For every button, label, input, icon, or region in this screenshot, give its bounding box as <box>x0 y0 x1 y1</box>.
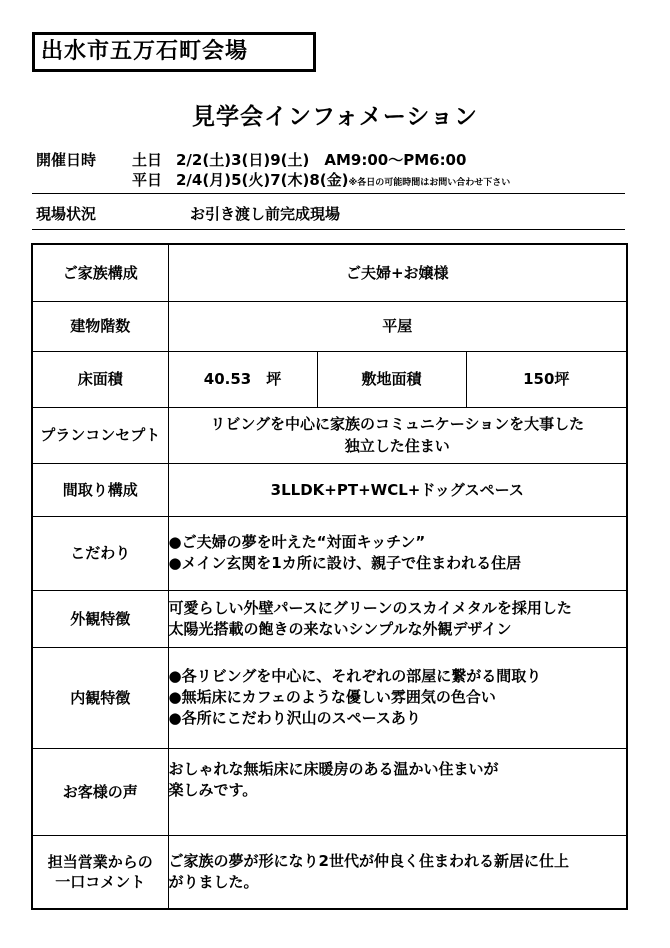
customer-voice-label: お客様の声 <box>32 748 168 835</box>
interior-line: ●無垢床にカフェのような優しい雰囲気の色合い <box>168 688 496 706</box>
staff-comment-label-line: 担当営業からの <box>47 852 153 871</box>
floors-label: 建物階数 <box>32 301 168 351</box>
table-row <box>32 463 627 516</box>
table-row <box>32 301 627 351</box>
exterior-line: 太陽光搭載の飽きの来ないシンプルな外観デザイン <box>168 619 512 638</box>
table-row <box>32 590 627 647</box>
info-table <box>31 243 628 910</box>
family-value: ご夫婦+お嬢様 <box>168 244 627 301</box>
status-label: 現場状況 <box>36 205 97 223</box>
family-label: ご家族構成 <box>32 244 168 301</box>
site-area-label: 敷地面積 <box>317 351 466 407</box>
customer-voice-line: 楽しみです。 <box>168 780 258 799</box>
concept-label: プランコンセプト <box>32 407 168 463</box>
table-row <box>32 748 627 835</box>
schedule-weekend-row <box>132 149 466 170</box>
floor-area-value: 40.53 坪 <box>168 351 317 407</box>
features-line: ●メイン玄関を1カ所に設け、親子で住まわれる住居 <box>168 554 522 572</box>
schedule-label: 開催日時 <box>36 151 97 169</box>
staff-comment-label <box>32 835 168 909</box>
table-row <box>32 516 627 590</box>
concept-line: 独立した住まい <box>344 437 450 455</box>
interior-line: ●各所にこだわり沢山のスペースあり <box>168 709 421 727</box>
venue-title: 出水市五万石町会場 <box>32 32 316 72</box>
staff-comment-line: がりました。 <box>168 872 259 891</box>
status-value: お引き渡し前完成現場 <box>190 205 341 223</box>
table-row <box>32 244 627 301</box>
weekday-dates: 2/4(月)5(火)7(木)8(金) <box>176 171 349 189</box>
schedule-weekday-row <box>132 169 510 190</box>
layout-value: 3LLDK+PT+WCL+ドッグスペース <box>168 463 627 516</box>
exterior-value <box>168 590 627 647</box>
divider-bottom <box>32 229 625 230</box>
table-row <box>32 835 627 909</box>
weekend-dates: 2/2(土)3(日)9(土) AM9:00〜PM6:00 <box>176 151 467 169</box>
staff-comment-label-line: 一口コメント <box>55 872 146 891</box>
table-row <box>32 647 627 748</box>
features-value <box>168 516 627 590</box>
interior-value <box>168 647 627 748</box>
document-title: 見学会インフォメーション <box>192 104 478 130</box>
layout-label: 間取り構成 <box>32 463 168 516</box>
site-area-value: 150坪 <box>466 351 627 407</box>
customer-voice-value <box>168 748 627 835</box>
concept-line: リビングを中心に家族のコミュニケーションを大事した <box>210 415 585 433</box>
divider-top <box>32 193 625 194</box>
weekend-day-label: 土日 <box>132 151 163 169</box>
exterior-label: 外観特徴 <box>32 590 168 647</box>
weekday-note: ※各日の可能時間はお問い合わせ下さい <box>348 178 511 188</box>
concept-value <box>168 407 627 463</box>
staff-comment-value <box>168 835 627 909</box>
table-row <box>32 351 627 407</box>
weekday-day-label: 平日 <box>132 171 163 189</box>
customer-voice-line: おしゃれな無垢床に床暖房のある温かい住まいが <box>168 759 499 778</box>
features-line: ●ご夫婦の夢を叶えた“対面キッチン” <box>168 533 426 551</box>
table-row <box>32 407 627 463</box>
features-label: こだわり <box>32 516 168 590</box>
interior-label: 内観特徴 <box>32 647 168 748</box>
staff-comment-line: ご家族の夢が形になり2世代が仲良く住まわれる新居に仕上 <box>168 851 569 870</box>
interior-line: ●各リビングを中心に、それぞれの部屋に繋がる間取り <box>168 667 542 685</box>
floors-value: 平屋 <box>168 301 627 351</box>
floor-area-label: 床面積 <box>32 351 168 407</box>
exterior-line: 可愛らしい外壁パースにグリーンのスカイメタルを採用した <box>168 598 572 617</box>
